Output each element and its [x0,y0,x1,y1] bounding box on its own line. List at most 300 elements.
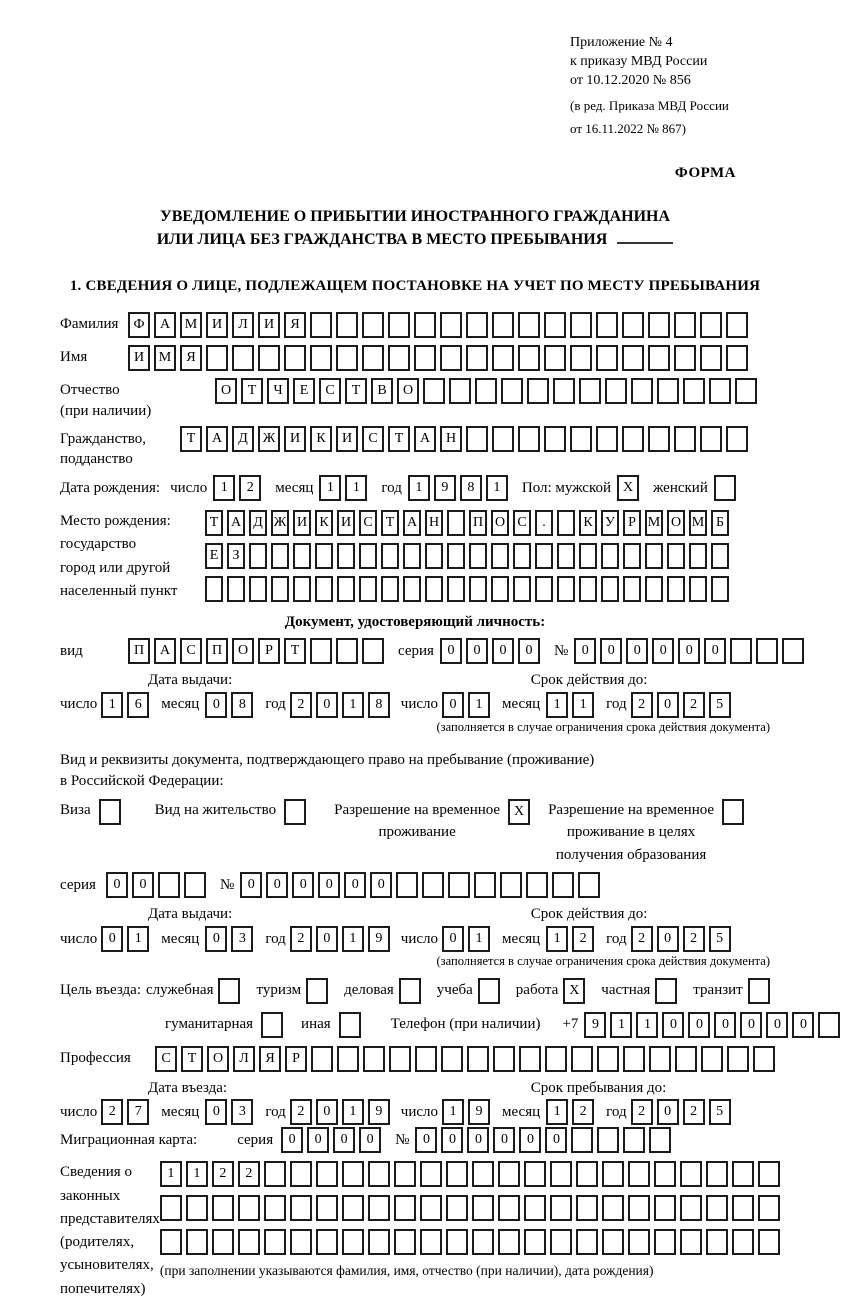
char-box[interactable]: 1 [408,475,430,501]
char-box[interactable] [700,312,722,338]
char-box[interactable]: 0 [333,1127,355,1153]
char-box[interactable]: С [513,510,531,536]
char-box[interactable] [440,312,462,338]
char-box[interactable]: 0 [688,1012,710,1038]
char-box[interactable]: 3 [231,1099,253,1125]
char-box[interactable]: В [371,378,393,404]
char-box[interactable]: 1 [342,1099,364,1125]
char-box[interactable] [472,1161,494,1187]
char-box[interactable] [689,543,707,569]
char-box[interactable]: С [362,426,384,452]
char-box[interactable] [310,638,332,664]
char-box[interactable] [667,543,685,569]
char-box[interactable]: Р [258,638,280,664]
char-box[interactable]: Ж [271,510,289,536]
char-box[interactable]: И [258,312,280,338]
char-box[interactable] [579,378,601,404]
char-box[interactable] [726,345,748,371]
char-box[interactable] [99,799,121,825]
char-box[interactable] [258,345,280,371]
char-box[interactable] [415,1046,437,1072]
char-box[interactable]: Е [205,543,223,569]
char-box[interactable] [576,1229,598,1255]
char-box[interactable] [363,1046,385,1072]
char-box[interactable]: 1 [213,475,235,501]
char-box[interactable] [623,543,641,569]
char-box[interactable]: 2 [238,1161,260,1187]
char-box[interactable]: Ч [267,378,289,404]
char-box[interactable] [727,1046,749,1072]
char-box[interactable] [441,1046,463,1072]
char-box[interactable]: О [207,1046,229,1072]
char-box[interactable]: 0 [442,692,464,718]
char-box[interactable] [648,312,670,338]
char-box[interactable] [475,378,497,404]
char-box[interactable]: А [154,312,176,338]
char-box[interactable] [368,1161,390,1187]
char-box[interactable] [706,1195,728,1221]
char-box[interactable]: 1 [127,926,149,952]
char-box[interactable] [394,1161,416,1187]
char-box[interactable]: 0 [344,872,366,898]
char-box[interactable] [732,1195,754,1221]
char-box[interactable] [316,1195,338,1221]
char-box[interactable]: 0 [766,1012,788,1038]
char-box[interactable] [206,345,228,371]
char-box[interactable]: Р [623,510,641,536]
char-box[interactable] [403,543,421,569]
char-box[interactable] [478,978,500,1004]
char-box[interactable]: 1 [546,926,568,952]
char-box[interactable]: 8 [368,692,390,718]
char-box[interactable] [654,1195,676,1221]
char-box[interactable]: 0 [205,692,227,718]
char-box[interactable]: М [154,345,176,371]
char-box[interactable]: Т [345,378,367,404]
char-box[interactable] [675,1046,697,1072]
char-box[interactable] [500,872,522,898]
char-box[interactable] [467,1046,489,1072]
char-box[interactable] [571,1127,593,1153]
char-box[interactable] [337,543,355,569]
char-box[interactable]: 0 [106,872,128,898]
char-box[interactable] [628,1195,650,1221]
char-box[interactable] [493,1046,515,1072]
char-box[interactable]: 0 [792,1012,814,1038]
char-box[interactable] [622,345,644,371]
char-box[interactable] [491,543,509,569]
char-box[interactable]: 2 [212,1161,234,1187]
char-box[interactable] [466,312,488,338]
char-box[interactable] [683,378,705,404]
char-box[interactable] [160,1195,182,1221]
char-box[interactable]: З [227,543,245,569]
char-box[interactable] [597,1046,619,1072]
char-box[interactable] [732,1229,754,1255]
char-box[interactable] [605,378,627,404]
char-box[interactable]: X [563,978,585,1004]
char-box[interactable]: И [337,510,355,536]
char-box[interactable] [469,576,487,602]
char-box[interactable] [622,426,644,452]
char-box[interactable] [336,345,358,371]
char-box[interactable]: X [617,475,639,501]
char-box[interactable]: 0 [205,1099,227,1125]
char-box[interactable]: 1 [319,475,341,501]
char-box[interactable]: 2 [683,692,705,718]
char-box[interactable] [674,312,696,338]
char-box[interactable] [336,312,358,338]
char-box[interactable] [336,638,358,664]
char-box[interactable]: Ф [128,312,150,338]
char-box[interactable]: Р [285,1046,307,1072]
char-box[interactable]: 1 [468,926,490,952]
char-box[interactable] [362,312,384,338]
char-box[interactable]: 5 [709,926,731,952]
char-box[interactable] [362,345,384,371]
char-box[interactable] [518,426,540,452]
char-box[interactable]: 2 [290,926,312,952]
char-box[interactable] [501,378,523,404]
char-box[interactable] [368,1195,390,1221]
char-box[interactable] [447,543,465,569]
char-box[interactable] [544,426,566,452]
char-box[interactable]: 0 [316,926,338,952]
char-box[interactable] [446,1195,468,1221]
char-box[interactable] [648,426,670,452]
char-box[interactable] [342,1161,364,1187]
char-box[interactable]: Л [233,1046,255,1072]
char-box[interactable] [700,345,722,371]
char-box[interactable]: 2 [239,475,261,501]
char-box[interactable]: 1 [345,475,367,501]
char-box[interactable]: О [232,638,254,664]
char-box[interactable]: X [508,799,530,825]
char-box[interactable]: 1 [610,1012,632,1038]
char-box[interactable]: 0 [466,638,488,664]
char-box[interactable] [342,1229,364,1255]
char-box[interactable] [449,378,471,404]
char-box[interactable] [389,1046,411,1072]
char-box[interactable] [293,576,311,602]
char-box[interactable] [311,1046,333,1072]
char-box[interactable]: 0 [415,1127,437,1153]
char-box[interactable]: 2 [683,1099,705,1125]
char-box[interactable] [284,345,306,371]
char-box[interactable] [680,1195,702,1221]
char-box[interactable]: 1 [546,1099,568,1125]
char-box[interactable]: Т [284,638,306,664]
char-box[interactable]: 1 [342,692,364,718]
char-box[interactable] [654,1229,676,1255]
char-box[interactable]: 0 [205,926,227,952]
char-box[interactable]: С [319,378,341,404]
char-box[interactable]: С [180,638,202,664]
char-box[interactable]: 0 [626,638,648,664]
char-box[interactable] [425,576,443,602]
char-box[interactable]: 0 [316,1099,338,1125]
char-box[interactable] [711,543,729,569]
char-box[interactable] [420,1229,442,1255]
char-box[interactable]: 9 [368,1099,390,1125]
char-box[interactable] [271,543,289,569]
char-box[interactable] [730,638,752,664]
char-box[interactable] [628,1229,650,1255]
char-box[interactable] [553,378,575,404]
char-box[interactable] [388,345,410,371]
char-box[interactable]: 0 [316,692,338,718]
char-box[interactable] [359,543,377,569]
char-box[interactable] [238,1229,260,1255]
char-box[interactable]: П [469,510,487,536]
char-box[interactable]: 0 [492,638,514,664]
char-box[interactable]: 2 [572,926,594,952]
char-box[interactable] [422,872,444,898]
char-box[interactable] [184,872,206,898]
char-box[interactable]: 1 [546,692,568,718]
char-box[interactable] [472,1229,494,1255]
char-box[interactable] [447,510,465,536]
char-box[interactable] [519,1046,541,1072]
char-box[interactable] [628,1161,650,1187]
char-box[interactable]: Е [293,378,315,404]
char-box[interactable] [498,1195,520,1221]
char-box[interactable]: 0 [101,926,123,952]
char-box[interactable] [381,543,399,569]
char-box[interactable]: 3 [231,926,253,952]
char-box[interactable] [579,543,597,569]
char-box[interactable]: 0 [657,692,679,718]
char-box[interactable] [700,426,722,452]
char-box[interactable] [315,576,333,602]
char-box[interactable]: 9 [368,926,390,952]
char-box[interactable] [550,1195,572,1221]
char-box[interactable] [597,1127,619,1153]
char-box[interactable] [423,378,445,404]
char-box[interactable] [290,1229,312,1255]
char-box[interactable] [631,378,653,404]
char-box[interactable]: 0 [740,1012,762,1038]
char-box[interactable]: Л [232,312,254,338]
char-box[interactable] [290,1161,312,1187]
char-box[interactable]: И [128,345,150,371]
char-box[interactable]: О [491,510,509,536]
char-box[interactable] [394,1195,416,1221]
char-box[interactable]: Т [180,426,202,452]
char-box[interactable] [570,312,592,338]
char-box[interactable] [782,638,804,664]
char-box[interactable]: 2 [290,1099,312,1125]
char-box[interactable] [550,1161,572,1187]
char-box[interactable]: О [215,378,237,404]
char-box[interactable]: С [155,1046,177,1072]
char-box[interactable]: А [206,426,228,452]
char-box[interactable] [310,312,332,338]
char-box[interactable]: 6 [127,692,149,718]
char-box[interactable] [491,576,509,602]
char-box[interactable] [623,576,641,602]
char-box[interactable] [284,799,306,825]
char-box[interactable] [748,978,770,1004]
char-box[interactable]: 1 [468,692,490,718]
char-box[interactable] [722,799,744,825]
char-box[interactable] [735,378,757,404]
char-box[interactable]: Д [249,510,267,536]
char-box[interactable] [492,345,514,371]
char-box[interactable]: 8 [231,692,253,718]
char-box[interactable]: Т [181,1046,203,1072]
char-box[interactable] [579,576,597,602]
char-box[interactable]: 0 [600,638,622,664]
char-box[interactable] [205,576,223,602]
char-box[interactable] [264,1161,286,1187]
char-box[interactable] [655,978,677,1004]
char-box[interactable] [414,345,436,371]
char-box[interactable]: 0 [442,926,464,952]
char-box[interactable]: 0 [704,638,726,664]
char-box[interactable] [466,345,488,371]
char-box[interactable] [570,426,592,452]
char-box[interactable]: 0 [493,1127,515,1153]
char-box[interactable] [261,1012,283,1038]
char-box[interactable] [518,345,540,371]
char-box[interactable]: 0 [714,1012,736,1038]
char-box[interactable]: Ж [258,426,280,452]
char-box[interactable] [227,576,245,602]
char-box[interactable] [518,312,540,338]
char-box[interactable]: 0 [441,1127,463,1153]
char-box[interactable]: 2 [631,1099,653,1125]
char-box[interactable] [649,1127,671,1153]
char-box[interactable] [524,1161,546,1187]
char-box[interactable]: Я [259,1046,281,1072]
char-box[interactable] [576,1161,598,1187]
char-box[interactable]: 8 [460,475,482,501]
char-box[interactable] [545,1046,567,1072]
char-box[interactable] [524,1229,546,1255]
char-box[interactable] [186,1229,208,1255]
char-box[interactable]: 1 [572,692,594,718]
char-box[interactable]: 1 [101,692,123,718]
char-box[interactable]: И [284,426,306,452]
char-box[interactable] [447,576,465,602]
char-box[interactable] [264,1229,286,1255]
char-box[interactable] [381,576,399,602]
char-box[interactable]: 0 [370,872,392,898]
char-box[interactable] [513,543,531,569]
char-box[interactable]: Н [425,510,443,536]
char-box[interactable]: Т [241,378,263,404]
char-box[interactable] [726,312,748,338]
char-box[interactable] [420,1195,442,1221]
char-box[interactable]: А [403,510,421,536]
char-box[interactable] [425,543,443,569]
char-box[interactable] [399,978,421,1004]
char-box[interactable]: 0 [574,638,596,664]
char-box[interactable]: 0 [657,926,679,952]
char-box[interactable]: А [154,638,176,664]
char-box[interactable]: 0 [467,1127,489,1153]
char-box[interactable] [680,1161,702,1187]
char-box[interactable]: 0 [359,1127,381,1153]
char-box[interactable] [388,312,410,338]
char-box[interactable] [667,576,685,602]
char-box[interactable] [596,312,618,338]
char-box[interactable]: 0 [519,1127,541,1153]
char-box[interactable] [674,426,696,452]
char-box[interactable] [440,345,462,371]
char-box[interactable] [654,1161,676,1187]
char-box[interactable] [212,1195,234,1221]
char-box[interactable]: М [645,510,663,536]
char-box[interactable]: Д [232,426,254,452]
char-box[interactable] [709,378,731,404]
char-box[interactable] [601,576,619,602]
char-box[interactable] [706,1161,728,1187]
char-box[interactable]: 0 [307,1127,329,1153]
char-box[interactable] [339,1012,361,1038]
char-box[interactable] [403,576,421,602]
char-box[interactable] [645,576,663,602]
char-box[interactable] [492,312,514,338]
char-box[interactable] [602,1195,624,1221]
char-box[interactable] [524,1195,546,1221]
char-box[interactable]: У [601,510,619,536]
char-box[interactable]: 9 [584,1012,606,1038]
char-box[interactable]: 0 [292,872,314,898]
char-box[interactable]: Я [180,345,202,371]
char-box[interactable] [337,576,355,602]
char-box[interactable] [596,345,618,371]
char-box[interactable] [552,872,574,898]
char-box[interactable] [732,1161,754,1187]
char-box[interactable] [535,543,553,569]
char-box[interactable] [368,1229,390,1255]
char-box[interactable] [359,576,377,602]
char-box[interactable] [249,576,267,602]
char-box[interactable]: . [535,510,553,536]
char-box[interactable]: 1 [186,1161,208,1187]
char-box[interactable]: 0 [518,638,540,664]
char-box[interactable] [362,638,384,664]
char-box[interactable] [526,872,548,898]
char-box[interactable] [446,1229,468,1255]
char-box[interactable] [535,576,553,602]
char-box[interactable] [648,345,670,371]
char-box[interactable]: 2 [683,926,705,952]
char-box[interactable] [602,1229,624,1255]
char-box[interactable]: 9 [434,475,456,501]
char-box[interactable]: И [336,426,358,452]
char-box[interactable] [680,1229,702,1255]
char-box[interactable] [498,1161,520,1187]
char-box[interactable] [657,378,679,404]
char-box[interactable] [557,510,575,536]
char-box[interactable]: Т [381,510,399,536]
char-box[interactable] [706,1229,728,1255]
char-box[interactable]: К [315,510,333,536]
char-box[interactable] [472,1195,494,1221]
char-box[interactable] [316,1161,338,1187]
char-box[interactable] [315,543,333,569]
char-box[interactable] [623,1046,645,1072]
char-box[interactable] [420,1161,442,1187]
char-box[interactable] [711,576,729,602]
char-box[interactable]: 0 [266,872,288,898]
char-box[interactable] [446,1161,468,1187]
char-box[interactable] [758,1229,780,1255]
char-box[interactable] [544,345,566,371]
